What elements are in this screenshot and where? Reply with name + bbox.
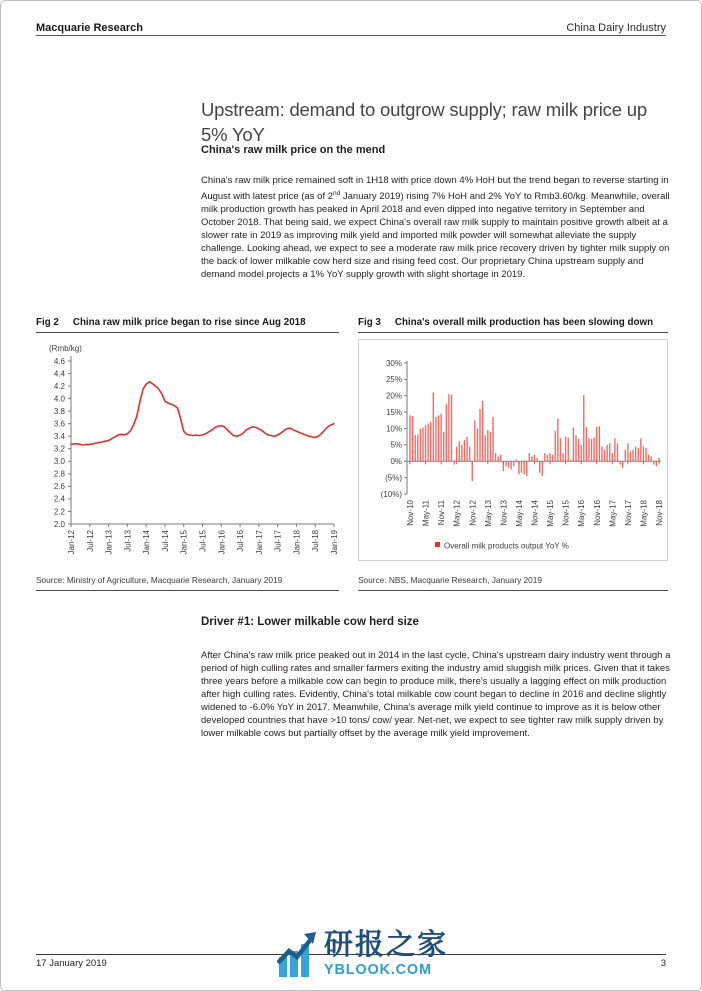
svg-text:2.8: 2.8 [53, 469, 65, 479]
svg-text:Jan-14: Jan-14 [142, 530, 152, 555]
svg-text:Nov-14: Nov-14 [530, 500, 540, 526]
svg-text:2.2: 2.2 [53, 507, 65, 517]
watermark-en-text: YBLOOK.COM [324, 962, 432, 978]
svg-text:Nov-12: Nov-12 [468, 500, 478, 526]
svg-text:May-15: May-15 [546, 500, 556, 527]
svg-text:10%: 10% [385, 424, 402, 434]
watermark-cn-text: 研报之家 [324, 929, 449, 961]
svg-text:3.2: 3.2 [53, 444, 65, 454]
svg-text:May-18: May-18 [639, 500, 649, 527]
svg-text:Nov-10: Nov-10 [406, 500, 415, 526]
svg-text:Nov-18: Nov-18 [655, 500, 664, 526]
watermark-logo [277, 931, 448, 983]
svg-text:May-14: May-14 [514, 500, 524, 527]
header-doc-title: China Dairy Industry [566, 22, 666, 34]
svg-text:Nov-15: Nov-15 [561, 500, 571, 526]
milk-output-bar-chart-wrap [358, 339, 668, 567]
article-title: Upstream: demand to outgrow supply; raw milk price up 5% YoY [201, 99, 647, 146]
ordinal-superscript: nd [333, 189, 341, 197]
svg-text:Jul-14: Jul-14 [160, 530, 170, 552]
figure-2-title: China raw milk price began to rise since Aug 2018 [72, 316, 306, 328]
svg-text:25%: 25% [385, 375, 402, 385]
svg-text:May-12: May-12 [452, 500, 462, 527]
svg-text:(Rmb/kg): (Rmb/kg) [49, 344, 82, 353]
svg-text:Jan-13: Jan-13 [104, 530, 114, 555]
section2-paragraph: After China's raw milk price peaked out in 2014 in the last cycle, China's upstream dairy industry went through a period of high culling rates and smaller farmers exiting the industry amid sluggish milk prices. Given that it takes three years before a milkable cow can begin to produce milk, there's usually a lagging effect on milk production after high culling rates. Evidently, China's total milkable cow count began to decline in 2016 and decline slightly widened to -6.0% YoY in 2017. Meanwhile, China's average milk yield continue to improve as it is below other developed countries that have >10 tons/ cow/ year. Net-net, we expect to see tighter raw milk supply driven by lower milkable cows but partially offset by the average milk yield improvement. [201, 649, 671, 740]
svg-text:5%: 5% [390, 440, 402, 450]
figure-3-title: China's overall milk production has been slowing down [394, 316, 654, 328]
svg-text:Jan-19: Jan-19 [330, 530, 339, 555]
svg-text:0%: 0% [390, 457, 402, 467]
figure-3-source: Source: NBS, Macquarie Research, January 2019 [358, 575, 668, 591]
svg-text:4.2: 4.2 [53, 381, 65, 391]
svg-text:4.4: 4.4 [53, 369, 65, 379]
svg-text:Jan-12: Jan-12 [67, 530, 76, 555]
svg-text:30%: 30% [385, 358, 402, 368]
milk-output-bar-chart [358, 339, 668, 561]
svg-text:Jul-15: Jul-15 [198, 530, 208, 552]
svg-text:15%: 15% [385, 407, 402, 417]
figure-3 [358, 298, 668, 591]
raw-milk-price-line-chart [36, 339, 339, 567]
svg-text:2.6: 2.6 [53, 482, 65, 492]
growth-chart-icon [277, 931, 317, 983]
section1-paragraph [201, 174, 671, 282]
svg-text:Jul-13: Jul-13 [123, 530, 133, 552]
footer-date: 17 January 2019 [36, 958, 107, 969]
svg-text:(10%): (10%) [380, 489, 402, 499]
svg-text:May-16: May-16 [577, 500, 587, 527]
header-brand: Macquarie Research [36, 22, 143, 34]
svg-text:Nov-17: Nov-17 [623, 500, 633, 526]
svg-text:Jul-12: Jul-12 [85, 530, 95, 552]
svg-text:May-17: May-17 [608, 500, 618, 527]
svg-text:3.4: 3.4 [53, 432, 65, 442]
svg-text:Overall milk products output Y: Overall milk products output YoY % [444, 541, 569, 551]
figure-2-source: Source: Ministry of Agriculture, Macquarie Research, January 2019 [36, 575, 339, 591]
paragraph-text: China's raw milk price remained soft in 1H18 with price down 4% HoH but the trend began to reverse starting in August with latest price (as of 2 [201, 174, 669, 202]
svg-text:Nov-11: Nov-11 [437, 500, 447, 526]
section2-heading: Driver #1: Lower milkable cow herd size [201, 616, 419, 628]
svg-text:May-11: May-11 [421, 500, 431, 527]
figure-2-header [36, 298, 339, 333]
header-rule [36, 35, 666, 36]
figure-3-header [358, 298, 668, 333]
svg-text:Jan-17: Jan-17 [254, 530, 264, 555]
svg-text:20%: 20% [385, 391, 402, 401]
svg-text:4.0: 4.0 [53, 394, 65, 404]
figure-2-label: Fig 2 [36, 316, 59, 328]
svg-text:3.0: 3.0 [53, 457, 65, 467]
paragraph-text: January 2019) rising 7% HoH and 2% YoY to Rmb3.60/kg. Meanwhile, overall milk production growth has peaked in April 2018 and even dipped into negative territory in September and October 2018. That being said, we expect China's overall raw milk supply to maintain positive growth albeit at a slower rate in 2019 as improving milk yield and imported milk powder will somewhat alleviate the supply challenge. Looking ahead, we expect to see a moderate raw milk price recovery driven by tighter milk supply on the back of lower milkable cow herd size and rising feed cost. Our proprietary China upstream supply and demand model projects a 1% YoY supply growth with slight shortage in 2019. [201, 190, 670, 281]
svg-text:Jan-18: Jan-18 [292, 530, 302, 555]
svg-text:Jan-15: Jan-15 [179, 530, 189, 555]
svg-text:Jul-16: Jul-16 [236, 530, 246, 552]
svg-text:Nov-16: Nov-16 [592, 500, 602, 526]
svg-text:3.8: 3.8 [53, 406, 65, 416]
svg-text:Jul-17: Jul-17 [273, 530, 283, 552]
page-number: 3 [660, 958, 666, 969]
svg-text:May-13: May-13 [483, 500, 493, 527]
svg-text:2.0: 2.0 [53, 519, 65, 529]
figure-3-label: Fig 3 [358, 316, 381, 328]
section1-heading: China's raw milk price on the mend [201, 144, 386, 156]
figure-2 [36, 298, 339, 591]
svg-text:2.4: 2.4 [53, 494, 65, 504]
svg-text:4.6: 4.6 [53, 356, 65, 366]
svg-text:(5%): (5%) [385, 473, 402, 483]
svg-text:3.6: 3.6 [53, 419, 65, 429]
svg-text:Nov-13: Nov-13 [499, 500, 509, 526]
svg-text:Jan-16: Jan-16 [217, 530, 227, 555]
svg-text:Jul-18: Jul-18 [311, 530, 321, 552]
